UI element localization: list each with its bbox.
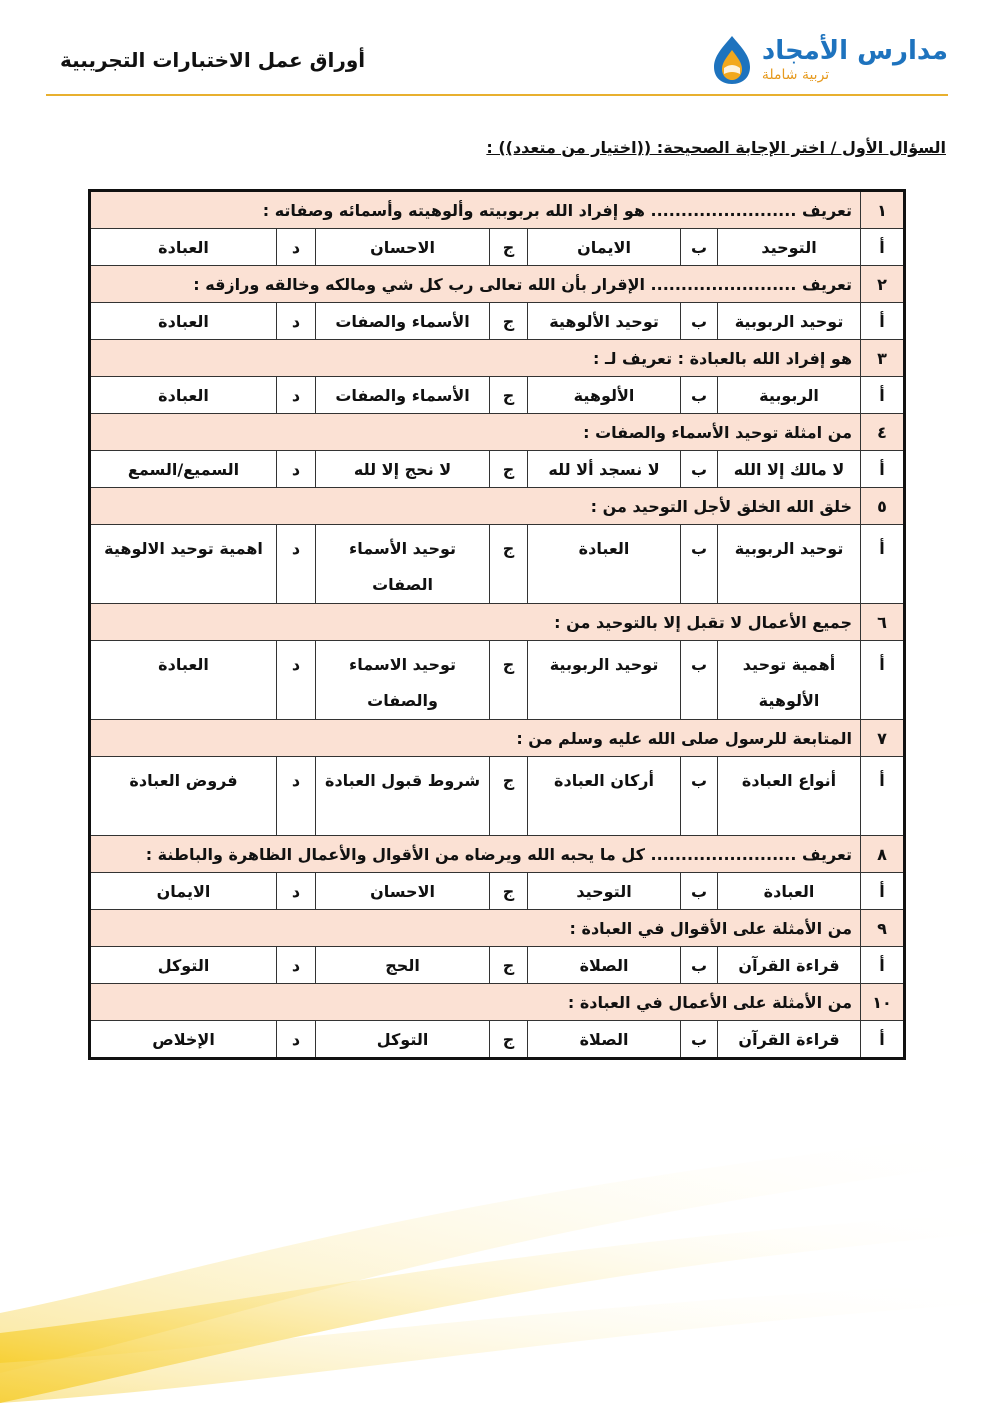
option-text[interactable]: اهمية توحيد الالوهية [90, 525, 277, 604]
question-row [90, 836, 905, 873]
option-letter: د [277, 947, 316, 984]
option-text[interactable]: العبادة [718, 873, 861, 910]
question-number: ١٠ [861, 984, 905, 1021]
header-divider [46, 94, 948, 96]
option-text[interactable]: توحيد الاسماء والصفات [316, 641, 490, 720]
option-text[interactable]: الايمان [528, 229, 681, 266]
question-text: هو إفراد الله بالعبادة : تعريف لـ : [90, 340, 861, 377]
option-letter: ب [681, 947, 718, 984]
option-letter: ب [681, 377, 718, 414]
option-text[interactable]: شروط قبول العبادة [316, 757, 490, 836]
option-text[interactable]: لا نحج إلا لله [316, 451, 490, 488]
option-letter: ب [681, 229, 718, 266]
question-row [90, 910, 905, 947]
option-text[interactable]: العبادة [90, 641, 277, 720]
options-row [90, 303, 905, 340]
option-text[interactable]: لا مالك إلا الله [718, 451, 861, 488]
option-letter: أ [861, 377, 905, 414]
question-text: تعريف ........................ الإقرار بأن الله تعالى رب كل شي ومالكه وخالقه ورازقه : [90, 266, 861, 303]
option-text[interactable]: الاحسان [316, 873, 490, 910]
option-text[interactable]: الإخلاص [90, 1021, 277, 1059]
option-letter: ب [681, 641, 718, 720]
question-text: المتابعة للرسول صلى الله عليه وسلم من : [90, 720, 861, 757]
options-row [90, 873, 905, 910]
option-letter: ج [490, 757, 528, 836]
option-text[interactable]: توحيد الأسماء الصفات [316, 525, 490, 604]
option-letter: د [277, 229, 316, 266]
options-row [90, 757, 905, 836]
option-text[interactable]: الصلاة [528, 947, 681, 984]
option-letter: ب [681, 303, 718, 340]
option-text[interactable]: الأسماء والصفات [316, 377, 490, 414]
option-text[interactable]: الألوهية [528, 377, 681, 414]
option-letter: أ [861, 451, 905, 488]
option-letter: ب [681, 525, 718, 604]
options-row [90, 229, 905, 266]
option-text[interactable]: توحيد الربوبية [528, 641, 681, 720]
option-letter: أ [861, 525, 905, 604]
option-text[interactable]: الأسماء والصفات [316, 303, 490, 340]
option-text[interactable]: العبادة [90, 229, 277, 266]
option-text[interactable]: توحيد الربوبية [718, 525, 861, 604]
option-letter: ج [490, 947, 528, 984]
option-text[interactable]: العبادة [528, 525, 681, 604]
option-letter: ج [490, 377, 528, 414]
option-text[interactable]: العبادة [90, 377, 277, 414]
option-text[interactable]: الايمان [90, 873, 277, 910]
options-row [90, 641, 905, 720]
school-logo [712, 32, 948, 88]
option-letter: د [277, 757, 316, 836]
logo-flame-icon [712, 34, 752, 86]
question-row [90, 414, 905, 451]
option-letter: د [277, 377, 316, 414]
header-title: أوراق عمل الاختبارات التجريبية [60, 48, 366, 72]
question-number: ٦ [861, 604, 905, 641]
option-text[interactable]: الاحسان [316, 229, 490, 266]
option-letter: ب [681, 757, 718, 836]
option-letter: ج [490, 229, 528, 266]
option-letter: ب [681, 1021, 718, 1059]
option-text[interactable]: قراءة القرآن [718, 1021, 861, 1059]
option-text[interactable]: أهمية توحيد الألوهية [718, 641, 861, 720]
option-letter: ج [490, 451, 528, 488]
question-number: ٣ [861, 340, 905, 377]
question-number: ١ [861, 191, 905, 229]
question-row [90, 984, 905, 1021]
logo-name: مدارس الأمجاد [761, 36, 948, 66]
option-letter: د [277, 1021, 316, 1059]
option-letter: د [277, 641, 316, 720]
option-letter: د [277, 525, 316, 604]
question-text: من الأمثلة على الأعمال في العبادة : [90, 984, 861, 1021]
options-row [90, 947, 905, 984]
question-text: تعريف ........................ هو إفراد الله بربوبيته وألوهيته وأسمائه وصفاته : [90, 191, 861, 229]
question-text: من امثلة توحيد الأسماء والصفات : [90, 414, 861, 451]
option-letter: ج [490, 303, 528, 340]
option-text[interactable]: قراءة القرآن [718, 947, 861, 984]
question-row [90, 488, 905, 525]
option-letter: أ [861, 303, 905, 340]
option-text[interactable]: أركان العبادة [528, 757, 681, 836]
question-text: جميع الأعمال لا تقبل إلا بالتوحيد من : [90, 604, 861, 641]
option-text[interactable]: العبادة [90, 303, 277, 340]
options-row [90, 525, 905, 604]
logo-tagline: تربية شاملة [761, 67, 830, 83]
options-row [90, 377, 905, 414]
option-letter: أ [861, 641, 905, 720]
question-text: تعريف ........................ كل ما يحبه الله ويرضاه من الأقوال والأعمال الظاهرة والباطنة : [90, 836, 861, 873]
question-text: خلق الله الخلق لأجل التوحيد من : [90, 488, 861, 525]
option-letter: ج [490, 873, 528, 910]
option-letter: أ [861, 873, 905, 910]
question-row [90, 191, 905, 229]
option-letter: أ [861, 1021, 905, 1059]
question-row [90, 266, 905, 303]
options-row [90, 451, 905, 488]
option-text[interactable]: فروض العبادة [90, 757, 277, 836]
question-title: السؤال الأول / اختر الإجابة الصحيحة: ((اختيار من متعدد)) : [486, 138, 946, 157]
question-number: ٨ [861, 836, 905, 873]
option-text[interactable]: الحج [316, 947, 490, 984]
question-row [90, 720, 905, 757]
option-letter: د [277, 451, 316, 488]
option-letter: د [277, 873, 316, 910]
page-header [46, 30, 948, 96]
question-row [90, 340, 905, 377]
option-letter: ج [490, 641, 528, 720]
question-row [90, 604, 905, 641]
option-text[interactable]: لا نسجد ألا لله [528, 451, 681, 488]
option-letter: أ [861, 229, 905, 266]
option-letter: ب [681, 451, 718, 488]
option-text[interactable]: الصلاة [528, 1021, 681, 1059]
option-text[interactable]: السميع/السمع [90, 451, 277, 488]
option-text[interactable]: الربوبية [718, 377, 861, 414]
question-text: من الأمثلة على الأقوال في العبادة : [90, 910, 861, 947]
quiz-table [88, 189, 906, 1060]
option-letter: د [277, 303, 316, 340]
option-letter: ج [490, 1021, 528, 1059]
options-row [90, 1021, 905, 1059]
decorative-swoosh [0, 1073, 992, 1403]
question-number: ٢ [861, 266, 905, 303]
question-number: ٥ [861, 488, 905, 525]
option-text[interactable]: التوكل [90, 947, 277, 984]
option-letter: ب [681, 873, 718, 910]
question-number: ٩ [861, 910, 905, 947]
option-text[interactable]: التوحيد [718, 229, 861, 266]
option-letter: ج [490, 525, 528, 604]
option-text[interactable]: توحيد الألوهية [528, 303, 681, 340]
question-number: ٧ [861, 720, 905, 757]
option-letter: أ [861, 947, 905, 984]
option-text[interactable]: أنواع العبادة [718, 757, 861, 836]
option-letter: أ [861, 757, 905, 836]
option-text[interactable]: توحيد الربوبية [718, 303, 861, 340]
option-text[interactable]: التوحيد [528, 873, 681, 910]
question-number: ٤ [861, 414, 905, 451]
option-text[interactable]: التوكل [316, 1021, 490, 1059]
